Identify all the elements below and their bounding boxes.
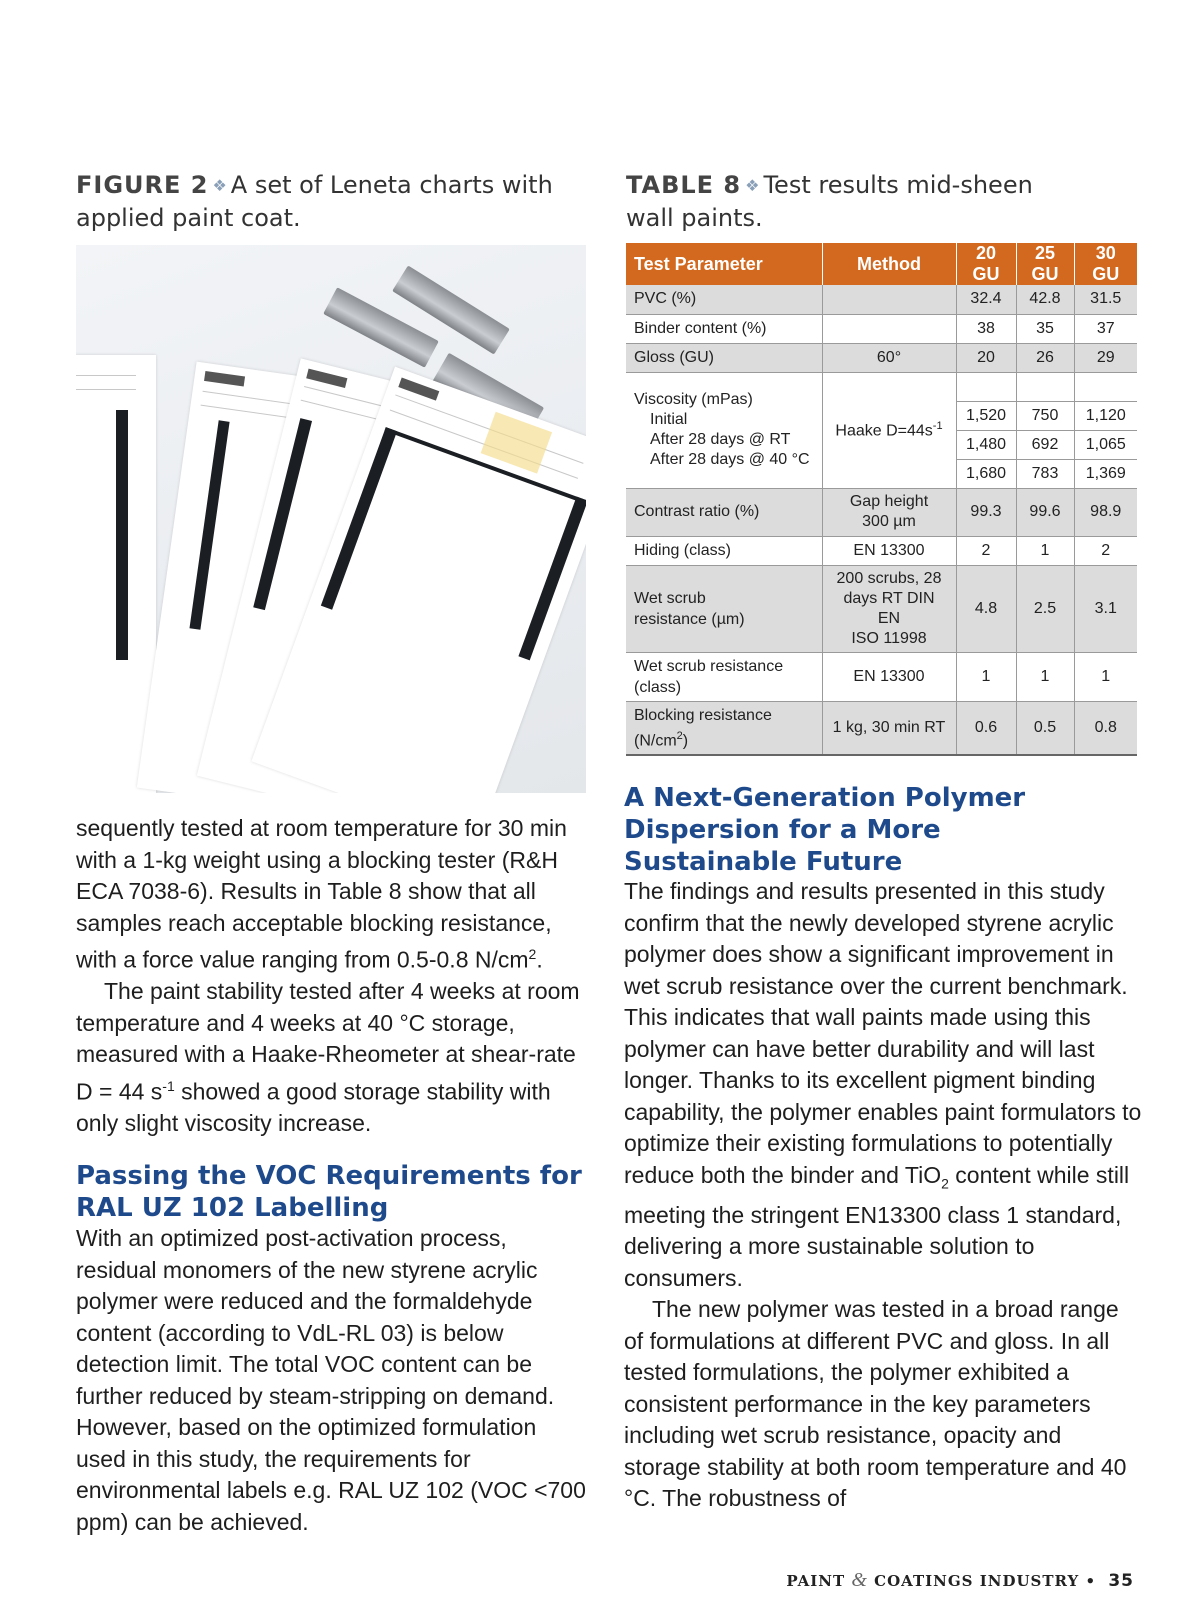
- param-line: (class): [634, 678, 682, 696]
- row-param: Gloss (GU): [626, 343, 822, 372]
- cell-value: 2.5: [1016, 565, 1074, 652]
- table-row: [626, 701, 1137, 755]
- table-row: [626, 372, 1137, 401]
- row-param: Contrast ratio (%): [626, 488, 822, 536]
- row-param: [626, 701, 822, 755]
- row-param: PVC (%): [626, 285, 822, 314]
- cell-value: 1: [1016, 536, 1074, 565]
- method-line: Gap height: [849, 493, 929, 510]
- cell-value: 1: [956, 652, 1016, 701]
- viscosity-method-sup: -1: [932, 419, 943, 432]
- cell-value: 692: [1016, 430, 1074, 459]
- viscosity-initial-label: Initial: [650, 411, 688, 428]
- cell-value: 2: [956, 536, 1016, 565]
- table-row: [626, 652, 1137, 701]
- table-row: [626, 488, 1137, 536]
- cell-value: 32.4: [956, 285, 1016, 314]
- col-header-30gu: 30 GU: [1074, 243, 1137, 285]
- paragraph: [76, 976, 588, 1139]
- text-run: content while still meeting the stringent EN13300 class 1 standard, delivering a more sustainable solution to consumers.: [624, 1161, 1130, 1291]
- figure-photo: [76, 245, 586, 793]
- cell-value: [1074, 372, 1137, 401]
- leneta-chart: [76, 355, 156, 793]
- row-method: [822, 372, 956, 488]
- col-header-method: Method: [822, 243, 956, 285]
- cell-value: 20: [956, 343, 1016, 372]
- method-line: days RT DIN EN: [843, 589, 935, 627]
- paragraph: [624, 876, 1144, 1294]
- param-line: Wet scrub: [634, 589, 706, 607]
- paragraph: The new polymer was tested in a broad range of formulations at different PVC and gloss. In all tested formulations, the polymer exhibited a consistent performance in the key parameters including wet scrub resistance, opacity and storage stability at both room temperature and 40 °C. The robustness of: [624, 1296, 1127, 1512]
- figure-caption-line2: applied paint coat.: [76, 204, 301, 232]
- param-line-end: ): [682, 731, 689, 749]
- cell-value: 42.8: [1016, 285, 1074, 314]
- param-line: (N/cm: [634, 731, 677, 749]
- row-method: [822, 314, 956, 343]
- results-table: [626, 243, 1137, 756]
- cell-value: [1016, 372, 1074, 401]
- cell-value: 98.9: [1074, 488, 1137, 536]
- viscosity-method: Haake D=44s: [835, 422, 933, 440]
- row-method: 60°: [822, 343, 956, 372]
- section-heading-voc: Passing the VOC Requirements for RAL UZ 102 Labelling: [76, 1161, 582, 1223]
- figure-caption-line1: A set of Leneta charts with: [230, 171, 553, 199]
- param-sup: 2: [676, 729, 683, 742]
- row-method: EN 13300: [822, 652, 956, 701]
- subscript: 2: [941, 1175, 949, 1192]
- cell-value: 1,369: [1074, 459, 1137, 488]
- row-method: [822, 285, 956, 314]
- right-column-text: [624, 876, 1144, 1515]
- table-caption-line2: wall paints.: [626, 204, 763, 232]
- cell-value: 35: [1016, 314, 1074, 343]
- col-header-25gu: 25 GU: [1016, 243, 1074, 285]
- paragraph: [76, 813, 588, 976]
- viscosity-rt-label: After 28 days @ RT: [650, 431, 791, 448]
- param-line: resistance (µm): [634, 610, 745, 628]
- row-method: [822, 565, 956, 652]
- table-row: [626, 536, 1137, 565]
- row-method: [822, 488, 956, 536]
- viscosity-40c-label: After 28 days @ 40 °C: [650, 451, 810, 468]
- publication-name: PAINT: [786, 1572, 846, 1590]
- col-header-20gu: 20 GU: [956, 243, 1016, 285]
- row-param: [626, 565, 822, 652]
- text-run: sequently tested at room temperature for 30 min with a 1-kg weight using a blocking tester (R&H ECA 7038-6). Results in Table 8 show that all samples reach acceptable blocking resistance, with a force value ranging from 0.5-0.8 N/cm: [76, 815, 567, 973]
- table-row: [626, 565, 1137, 652]
- superscript: 2: [528, 946, 537, 962]
- cell-value: 1,120: [1074, 401, 1137, 430]
- cell-value: 0.6: [956, 701, 1016, 755]
- row-param-viscosity: [626, 372, 822, 488]
- figure-label: FIGURE 2: [76, 171, 209, 199]
- text-run: showed a good storage stability with only slight viscosity increase.: [76, 1078, 551, 1136]
- param-line: Wet scrub resistance: [634, 657, 784, 675]
- cell-value: 1,520: [956, 401, 1016, 430]
- cell-value: 4.8: [956, 565, 1016, 652]
- diamond-icon: ❖: [212, 176, 227, 195]
- row-method: 1 kg, 30 min RT: [822, 701, 956, 755]
- cell-value: 783: [1016, 459, 1074, 488]
- viscosity-label: Viscosity (mPas): [634, 391, 753, 408]
- table-row: [626, 343, 1137, 372]
- cell-value: 1: [1074, 652, 1137, 701]
- table-caption: [626, 169, 1033, 234]
- page-footer: [786, 1569, 1134, 1592]
- table-caption-line1: Test results mid-sheen: [763, 171, 1033, 199]
- superscript: -1: [162, 1077, 175, 1094]
- left-column-text: [76, 813, 588, 1139]
- diamond-icon: ❖: [745, 176, 760, 195]
- bullet-separator: •: [1085, 1572, 1097, 1590]
- table-header-row: [626, 243, 1137, 285]
- ampersand: &: [851, 1569, 868, 1591]
- cell-value: 26: [1016, 343, 1074, 372]
- table-row: [626, 314, 1137, 343]
- row-param: Hiding (class): [626, 536, 822, 565]
- text-run: The paint stability tested after 4 weeks at room temperature and 4 weeks at 40 °C storage, measured with a Haake-Rheometer at shear-rate D = 44 s: [76, 978, 580, 1105]
- table-label: TABLE 8: [626, 171, 742, 199]
- row-param: Binder content (%): [626, 314, 822, 343]
- param-line: Blocking resistance: [634, 706, 772, 724]
- cell-value: 1: [1016, 652, 1074, 701]
- cell-value: [956, 372, 1016, 401]
- method-line: 300 µm: [862, 513, 916, 530]
- cell-value: 31.5: [1074, 285, 1137, 314]
- paragraph: With an optimized post-activation process, residual monomers of the new styrene acrylic polymer were reduced and the formaldehyde content (according to VdL-RL 03) is below detection limit. The total VOC content can be further reduced by steam-stripping on demand. However, based on the optimized formulation used in this study, the requirements for environmental labels e.g. RAL UZ 102 (VOC <700 ppm) can be achieved.: [76, 1225, 586, 1535]
- cell-value: 1,680: [956, 459, 1016, 488]
- cell-value: 2: [1074, 536, 1137, 565]
- cell-value: 0.8: [1074, 701, 1137, 755]
- text-run: .: [536, 946, 543, 973]
- cell-value: 99.3: [956, 488, 1016, 536]
- cell-value: 38: [956, 314, 1016, 343]
- cell-value: 1,480: [956, 430, 1016, 459]
- col-header-parameter: Test Parameter: [626, 243, 822, 285]
- page-number: 35: [1108, 1571, 1134, 1591]
- method-line: 200 scrubs, 28: [836, 569, 942, 587]
- row-method: EN 13300: [822, 536, 956, 565]
- cell-value: 750: [1016, 401, 1074, 430]
- row-param: [626, 652, 822, 701]
- cell-value: 3.1: [1074, 565, 1137, 652]
- cell-value: 29: [1074, 343, 1137, 372]
- method-line: ISO 11998: [851, 629, 927, 647]
- cell-value: 1,065: [1074, 430, 1137, 459]
- section-heading-next-gen: A Next-Generation Polymer Dispersion for a More Sustainable Future: [624, 783, 1026, 877]
- left-column-text-2: [76, 1223, 588, 1538]
- cell-value: 0.5: [1016, 701, 1074, 755]
- table-row: [626, 285, 1137, 314]
- cell-value: 37: [1074, 314, 1137, 343]
- figure-caption: [76, 169, 553, 234]
- publication-name: COATINGS INDUSTRY: [874, 1572, 1080, 1590]
- text-run: The findings and results presented in this study confirm that the newly developed styrene acrylic polymer does show a significant improvement in wet scrub resistance over the current benchmark. This indicates that wall paints made using this polymer can have better durability and will last longer. Thanks to its excellent pigment binding capability, the polymer enables paint formulators to optimize their existing formulations to potentially reduce both the binder and TiO: [624, 878, 1142, 1188]
- cell-value: 99.6: [1016, 488, 1074, 536]
